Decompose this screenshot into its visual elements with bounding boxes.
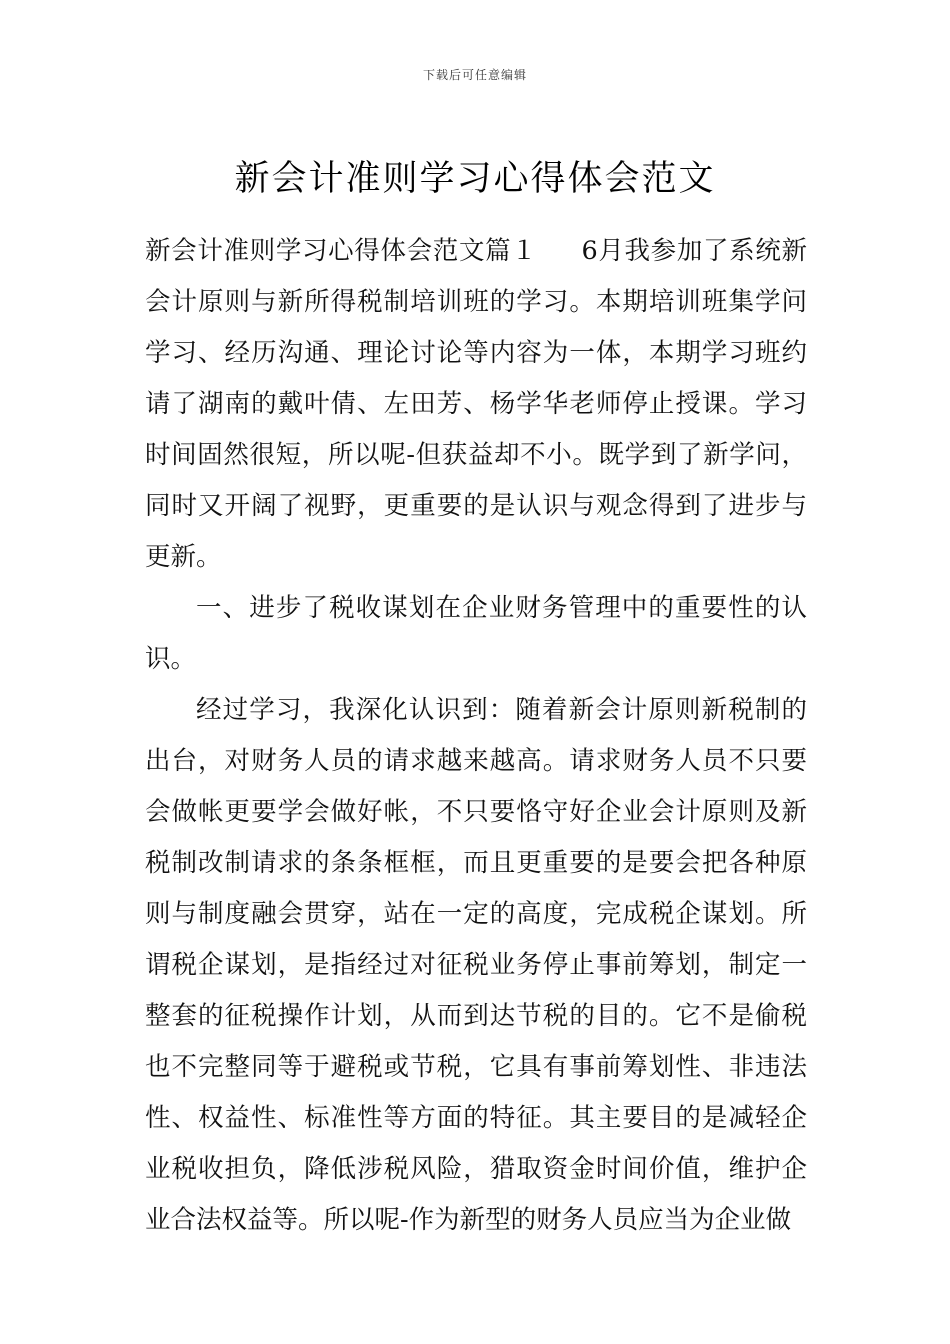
section-1-body: 经过学习，我深化认识到：随着新会计原则新税制的出台，对财务人员的请求越来越高。请求财务人员不只要会做帐更要学会做好帐，不只要恪守好企业会计原则及新税制改制请求的条条框框，而且更重要的是要会把各种原则与制度融会贯穿，站在一定的高度，完成税企谋划。所谓税企谋划，是指经过对征税业务停止事前筹划，制定一整套的征税操作计划，从而到达节税的目的。它不是偷税也不完整同等于避税或节税，它具有事前筹划性、非违法性、权益性、标准性等方面的特征。其主要目的是减轻企业税收担负，降低涉税风险，猎取资金时间价值，维护企业合法权益等。所以呢-作为新型的财务人员应当为企业做 (145, 695, 807, 1235)
intro-paragraph (145, 226, 807, 583)
document-title: 新会计准则学习心得体会范文 (234, 159, 716, 200)
section-1-heading: 一、进步了税收谋划在企业财务管理中的重要性的认识。 (145, 593, 807, 674)
document-body (145, 226, 807, 1246)
header-note: 下载后可任意编辑 (422, 68, 527, 82)
intro-heading: 新会计准则学习心得体会范文篇１ (145, 236, 538, 266)
intro-text: 6月我参加了系统新会计原则与新所得税制培训班的学习。本期培训班集学问学习、经历沟通、理论讨论等内容为一体，本期学习班约请了湖南的戴叶倩、左田芳、杨学华老师停止授课。学习时间固然很短，所以呢-但获益却不小。既学到了新学问，同时又开阔了视野，更重要的是认识与观念得到了进步与更新。 (145, 236, 807, 572)
